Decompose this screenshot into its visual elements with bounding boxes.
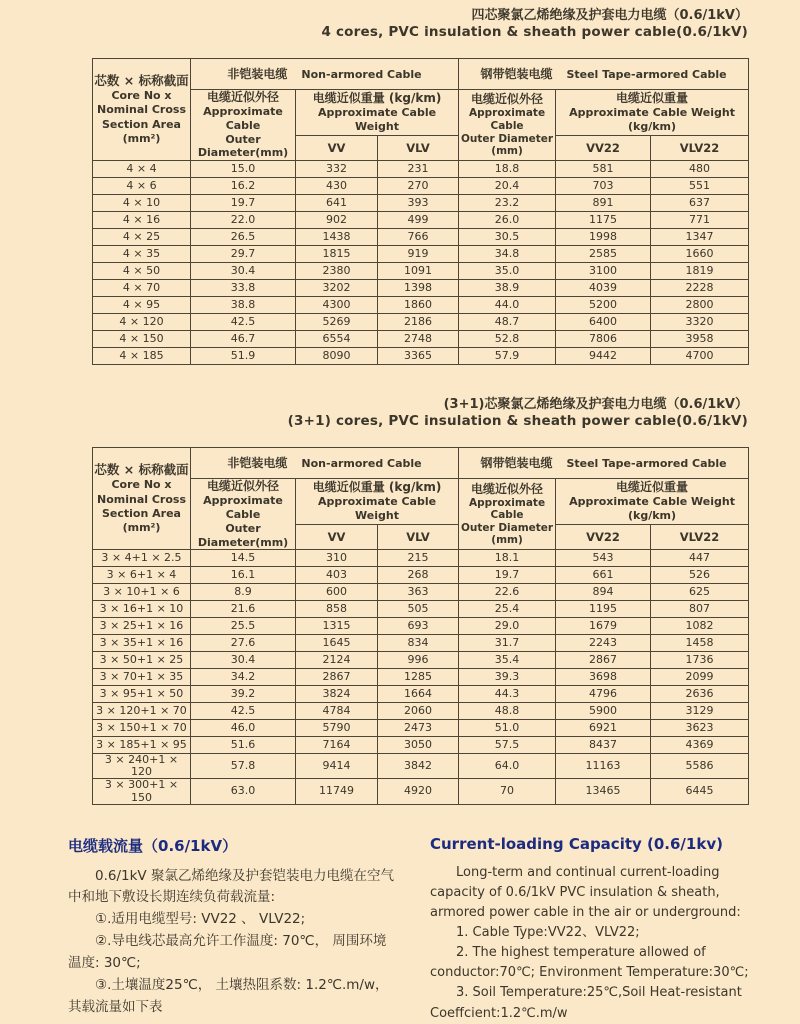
table-cell: 29.0 — [459, 618, 556, 635]
table-cell: 600 — [296, 584, 378, 601]
table-row — [93, 195, 749, 212]
header-core-zh: 芯数 × 标称截面 — [94, 72, 189, 88]
table-row — [93, 669, 749, 686]
table-cell: 39.2 — [191, 686, 296, 703]
header-od-zh: 电缆近似外径 — [206, 479, 279, 494]
header-core-en1: Core No x — [111, 478, 172, 492]
table-cell: 5900 — [556, 703, 651, 720]
table-cell: 19.7 — [459, 567, 556, 584]
table-cell: 2124 — [296, 652, 378, 669]
table-cell: 51.6 — [191, 737, 296, 754]
table-cell: 52.8 — [459, 331, 556, 348]
header-od-zh: 电缆近似外径 — [206, 90, 279, 105]
table-cell: 8090 — [296, 348, 378, 365]
table-cell: 4784 — [296, 703, 378, 720]
table-cell: 1458 — [651, 635, 749, 652]
table-cell: 4 × 4 — [93, 161, 191, 178]
table-cell: 1285 — [378, 669, 459, 686]
header-col-vv: VV — [296, 525, 378, 550]
table-cell: 2473 — [378, 720, 459, 737]
header-col-vv22: VV22 — [556, 135, 651, 160]
table-row — [93, 263, 749, 280]
header-core-en3: Section Area — [102, 117, 181, 131]
table-row — [93, 635, 749, 652]
table-cell: 25.5 — [191, 618, 296, 635]
header-steel-weight-zh: 电缆近似重量 — [616, 480, 689, 495]
header-nonarmored-group — [191, 59, 459, 90]
header-steel-weight — [556, 479, 749, 525]
notes-chinese-para1: 0.6/1kV 聚氯乙烯绝缘及护套铠装电力电缆在空气中和地下敷设长期连续负荷载流量: — [68, 867, 394, 906]
table-cell: 6400 — [556, 314, 651, 331]
table2-title-zh: (3+1)芯聚氯乙烯绝缘及护套电力电缆（0.6/1kV） — [443, 397, 748, 413]
table-cell: 51.9 — [191, 348, 296, 365]
table-cell: 4920 — [378, 779, 459, 804]
table-cell: 3 × 35+1 × 16 — [93, 635, 191, 652]
table-cell: 29.7 — [191, 246, 296, 263]
notes-english-item3: 3. Soil Temperature:25℃,Soil Heat-resistant Coeffcient:1.2℃.m/w — [430, 985, 742, 1021]
table-row — [93, 779, 749, 804]
header-steel-od — [459, 479, 556, 550]
table-cell: 661 — [556, 567, 651, 584]
table-cell: 57.8 — [191, 754, 296, 779]
table-cell: 42.5 — [191, 314, 296, 331]
table-cell: 3824 — [296, 686, 378, 703]
table-row — [93, 652, 749, 669]
table-row — [93, 584, 749, 601]
table-cell: 34.8 — [459, 246, 556, 263]
table-row — [93, 703, 749, 720]
table-cell: 16.2 — [191, 178, 296, 195]
table-cell: 46.7 — [191, 331, 296, 348]
table-cell: 1175 — [556, 212, 651, 229]
table-cell: 2800 — [651, 297, 749, 314]
table-cell: 2585 — [556, 246, 651, 263]
header-steel-zh: 钢带铠装电缆 — [480, 66, 553, 81]
notes-chinese-heading: 电缆载流量（0.6/1kV） — [68, 836, 238, 855]
table-cell: 268 — [378, 567, 459, 584]
table-cell: 8437 — [556, 737, 651, 754]
table-cell: 891 — [556, 195, 651, 212]
table-cell: 505 — [378, 601, 459, 618]
table-cell: 35.4 — [459, 652, 556, 669]
notes-english-heading: Current-loading Capacity (0.6/1kv) — [430, 834, 723, 853]
table-cell: 4 × 70 — [93, 280, 191, 297]
table-row — [93, 720, 749, 737]
table-cell: 3100 — [556, 263, 651, 280]
table-cell: 858 — [296, 601, 378, 618]
table-row — [93, 314, 749, 331]
table-cell: 3698 — [556, 669, 651, 686]
header-nonarmored-en: Non-armored Cable — [301, 67, 422, 81]
table-row — [93, 737, 749, 754]
table-cell: 1736 — [651, 652, 749, 669]
header-steel-group — [459, 448, 749, 479]
table-cell: 1438 — [296, 229, 378, 246]
notes-chinese-item3: ③.土壤温度25℃， 土壤热阻系数: 1.2℃.m/w， 其载流量如下表 — [68, 976, 389, 1015]
table-cell: 393 — [378, 195, 459, 212]
table-cell: 3 × 300+1 × 150 — [93, 779, 191, 804]
header-weight-en: Approximate Cable Weight — [317, 106, 437, 133]
table-cell: 3320 — [651, 314, 749, 331]
table-cell: 4796 — [556, 686, 651, 703]
table-cell: 1819 — [651, 263, 749, 280]
table-cell: 3 × 10+1 × 6 — [93, 584, 191, 601]
table-cell: 3623 — [651, 720, 749, 737]
table-cell: 6921 — [556, 720, 651, 737]
notes-chinese-item1: ①.适用电缆型号: VV22 、 VLV22; — [95, 911, 306, 928]
header-steel-od-en1: Approximate Cable — [468, 496, 546, 522]
header-steel-en: Steel Tape-armored Cable — [566, 456, 727, 470]
table1-title-en: 4 cores, PVC insulation & sheath power cable(0.6/1kV) — [321, 24, 748, 41]
table2-title — [0, 397, 748, 430]
table-cell: 30.5 — [459, 229, 556, 246]
header-col-vlv: VLV — [378, 135, 459, 160]
table-cell: 42.5 — [191, 703, 296, 720]
notes-english-item2: 2. The highest temperature allowed of conductor:70℃; Environment Temperature:30℃; — [430, 945, 749, 981]
table-cell: 403 — [296, 567, 378, 584]
header-col-vlv22: VLV22 — [651, 135, 749, 160]
table-cell: 21.6 — [191, 601, 296, 618]
notes-chinese-item2: ②.导电线芯最高允许工作温度: 70℃， 周围环境温度: 30℃; — [68, 933, 387, 972]
table-cell: 22.0 — [191, 212, 296, 229]
table-row — [93, 280, 749, 297]
table-cell: 1664 — [378, 686, 459, 703]
table-cell: 6445 — [651, 779, 749, 804]
table-cell: 4 × 95 — [93, 297, 191, 314]
header-od-en2: Outer Diameter(mm) — [197, 132, 289, 160]
table-cell: 30.4 — [191, 263, 296, 280]
table-row — [93, 161, 749, 178]
table-cell: 23.2 — [459, 195, 556, 212]
table-row — [93, 601, 749, 618]
header-steel-od — [459, 90, 556, 161]
table-cell: 2867 — [556, 652, 651, 669]
table-cell: 3 × 6+1 × 4 — [93, 567, 191, 584]
table-cell: 31.7 — [459, 635, 556, 652]
header-steel-zh: 钢带铠装电缆 — [480, 455, 553, 470]
table-cell: 3365 — [378, 348, 459, 365]
table-cell: 9442 — [556, 348, 651, 365]
header-steel-en: Steel Tape-armored Cable — [566, 67, 727, 81]
header-col-vlv22: VLV22 — [651, 525, 749, 550]
header-od — [191, 90, 296, 161]
table-cell: 2636 — [651, 686, 749, 703]
table-cell: 1315 — [296, 618, 378, 635]
table-cell: 641 — [296, 195, 378, 212]
table-cell: 7164 — [296, 737, 378, 754]
table-cell: 480 — [651, 161, 749, 178]
table-3plus1core — [92, 447, 749, 804]
table-row — [93, 331, 749, 348]
table-cell: 581 — [556, 161, 651, 178]
table-cell: 3 × 25+1 × 16 — [93, 618, 191, 635]
table-row — [93, 212, 749, 229]
table-cell: 430 — [296, 178, 378, 195]
table-cell: 771 — [651, 212, 749, 229]
table-cell: 4369 — [651, 737, 749, 754]
header-steel-weight-en: Approximate Cable Weight (kg/km) — [569, 495, 735, 523]
table-cell: 26.0 — [459, 212, 556, 229]
notes-section — [0, 835, 800, 1024]
header-steel-od-en2: Outer Diameter — [460, 132, 554, 145]
table-cell: 3129 — [651, 703, 749, 720]
header-nonarmored-zh: 非铠装电缆 — [227, 66, 288, 81]
header-steel-od-en3: (mm) — [491, 145, 523, 158]
header-weight-en: Approximate Cable Weight — [317, 495, 437, 523]
table-cell: 310 — [296, 550, 378, 567]
table-row — [93, 754, 749, 779]
table-cell: 33.8 — [191, 280, 296, 297]
table-cell: 2243 — [556, 635, 651, 652]
table-cell: 1195 — [556, 601, 651, 618]
header-weight-zh: 电缆近似重量 (kg/km) — [312, 91, 442, 106]
table-cell: 270 — [378, 178, 459, 195]
table-cell: 9414 — [296, 754, 378, 779]
table-cell: 693 — [378, 618, 459, 635]
table-cell: 3 × 240+1 × 120 — [93, 754, 191, 779]
table-cell: 57.5 — [459, 737, 556, 754]
header-core-en2: Nominal Cross — [97, 492, 186, 506]
table-row — [93, 686, 749, 703]
table-cell: 1679 — [556, 618, 651, 635]
table-cell: 551 — [651, 178, 749, 195]
table-cell: 3842 — [378, 754, 459, 779]
table-cell: 1998 — [556, 229, 651, 246]
table-cell: 919 — [378, 246, 459, 263]
table-row — [93, 618, 749, 635]
table-cell: 44.0 — [459, 297, 556, 314]
table-cell: 3050 — [378, 737, 459, 754]
header-col-vlv: VLV — [378, 525, 459, 550]
table-3plus1core-body — [93, 550, 749, 804]
table-cell: 20.4 — [459, 178, 556, 195]
table-cell: 34.2 — [191, 669, 296, 686]
table-cell: 1082 — [651, 618, 749, 635]
table1-title-zh: 四芯聚氯乙烯绝缘及护套电力电缆（0.6/1kV） — [471, 8, 748, 23]
table-cell: 332 — [296, 161, 378, 178]
table-row — [93, 297, 749, 314]
header-od-en2: Outer Diameter(mm) — [197, 521, 289, 549]
header-core-en4: (mm²) — [122, 521, 161, 535]
table-row — [93, 246, 749, 263]
table-cell: 2228 — [651, 280, 749, 297]
table-4core-body — [93, 161, 749, 365]
table-row — [93, 229, 749, 246]
table-cell: 2867 — [296, 669, 378, 686]
header-core-section — [93, 59, 191, 161]
table-cell: 11163 — [556, 754, 651, 779]
table-cell: 13465 — [556, 779, 651, 804]
table-cell: 4039 — [556, 280, 651, 297]
table-cell: 18.8 — [459, 161, 556, 178]
notes-chinese — [68, 835, 398, 1024]
header-core-section — [93, 448, 191, 550]
header-steel-od-en3: (mm) — [491, 534, 523, 547]
table-cell: 8.9 — [191, 584, 296, 601]
table-cell: 51.0 — [459, 720, 556, 737]
table-cell: 38.9 — [459, 280, 556, 297]
table-cell: 5790 — [296, 720, 378, 737]
table-cell: 996 — [378, 652, 459, 669]
header-col-vv22: VV22 — [556, 525, 651, 550]
table-cell: 4 × 16 — [93, 212, 191, 229]
header-steel-od-en1: Approximate Cable — [468, 107, 546, 133]
table-cell: 44.3 — [459, 686, 556, 703]
table-cell: 3 × 4+1 × 2.5 — [93, 550, 191, 567]
table-cell: 63.0 — [191, 779, 296, 804]
table-cell: 25.4 — [459, 601, 556, 618]
table-cell: 4 × 50 — [93, 263, 191, 280]
table-cell: 5269 — [296, 314, 378, 331]
table-cell: 2060 — [378, 703, 459, 720]
header-nonarmored-zh: 非铠装电缆 — [227, 455, 288, 470]
table-cell: 18.1 — [459, 550, 556, 567]
table-cell: 48.8 — [459, 703, 556, 720]
table-cell: 215 — [378, 550, 459, 567]
table-cell: 3 × 16+1 × 10 — [93, 601, 191, 618]
table-cell: 3 × 185+1 × 95 — [93, 737, 191, 754]
table-cell: 19.7 — [191, 195, 296, 212]
table-cell: 4 × 10 — [93, 195, 191, 212]
table-cell: 637 — [651, 195, 749, 212]
header-col-vv: VV — [296, 135, 378, 160]
table-row — [93, 178, 749, 195]
table-row — [93, 567, 749, 584]
table-cell: 3 × 70+1 × 35 — [93, 669, 191, 686]
table-cell: 3 × 120+1 × 70 — [93, 703, 191, 720]
table-cell: 3 × 50+1 × 25 — [93, 652, 191, 669]
table2-title-en: (3+1) cores, PVC insulation & sheath power cable(0.6/1kV) — [287, 413, 748, 430]
table-cell: 46.0 — [191, 720, 296, 737]
table-4core — [92, 58, 749, 365]
header-weight — [296, 90, 459, 136]
table-cell: 625 — [651, 584, 749, 601]
table-cell: 1860 — [378, 297, 459, 314]
table-cell: 38.8 — [191, 297, 296, 314]
header-od-en1: Approximate Cable — [203, 105, 283, 132]
table-cell: 5586 — [651, 754, 749, 779]
header-steel-weight — [556, 90, 749, 136]
table-cell: 7806 — [556, 331, 651, 348]
notes-english-item1: 1. Cable Type:VV22、VLV22; — [456, 925, 640, 941]
table-cell: 2380 — [296, 263, 378, 280]
table-cell: 499 — [378, 212, 459, 229]
table-cell: 703 — [556, 178, 651, 195]
table-4core-header — [93, 59, 749, 161]
notes-english — [430, 835, 762, 1024]
table-cell: 1645 — [296, 635, 378, 652]
table-cell: 231 — [378, 161, 459, 178]
header-nonarmored-group — [191, 448, 459, 479]
table-cell: 4300 — [296, 297, 378, 314]
table-cell: 70 — [459, 779, 556, 804]
header-core-en3: Section Area — [102, 506, 181, 520]
table-cell: 2186 — [378, 314, 459, 331]
header-steel-od-zh: 电缆近似外径 — [471, 92, 544, 107]
table-cell: 15.0 — [191, 161, 296, 178]
table-cell: 4 × 120 — [93, 314, 191, 331]
header-core-en4: (mm²) — [122, 132, 161, 146]
table-cell: 1815 — [296, 246, 378, 263]
header-steel-weight-en: Approximate Cable Weight (kg/km) — [569, 106, 735, 133]
table-cell: 363 — [378, 584, 459, 601]
table-cell: 902 — [296, 212, 378, 229]
table-cell: 834 — [378, 635, 459, 652]
table-cell: 35.0 — [459, 263, 556, 280]
table-cell: 1660 — [651, 246, 749, 263]
header-weight-zh: 电缆近似重量 (kg/km) — [312, 480, 442, 495]
table-cell: 4 × 35 — [93, 246, 191, 263]
table-cell: 48.7 — [459, 314, 556, 331]
table-cell: 1398 — [378, 280, 459, 297]
table-row — [93, 348, 749, 365]
table-cell: 11749 — [296, 779, 378, 804]
header-od — [191, 479, 296, 550]
table-cell: 3 × 150+1 × 70 — [93, 720, 191, 737]
header-core-en1: Core No x — [111, 89, 172, 103]
table-cell: 894 — [556, 584, 651, 601]
table-cell: 4 × 6 — [93, 178, 191, 195]
table-cell: 4700 — [651, 348, 749, 365]
table-cell: 1091 — [378, 263, 459, 280]
table-cell: 807 — [651, 601, 749, 618]
header-steel-od-en2: Outer Diameter — [460, 521, 554, 534]
table-cell: 2748 — [378, 331, 459, 348]
table-cell: 3202 — [296, 280, 378, 297]
table-cell: 27.6 — [191, 635, 296, 652]
header-steel-group — [459, 59, 749, 90]
header-steel-weight-zh: 电缆近似重量 — [616, 91, 689, 106]
table-cell: 64.0 — [459, 754, 556, 779]
table-row — [93, 550, 749, 567]
header-od-en1: Approximate Cable — [203, 494, 283, 521]
header-steel-od-zh: 电缆近似外径 — [471, 481, 544, 496]
table-cell: 26.5 — [191, 229, 296, 246]
notes-english-para1: Long-term and continual current-loading capacity of 0.6/1kV PVC insulation & sheath, armored power cable in the air or underground: — [430, 864, 741, 920]
table-cell: 39.3 — [459, 669, 556, 686]
table-cell: 3958 — [651, 331, 749, 348]
table-cell: 2099 — [651, 669, 749, 686]
table-cell: 4 × 25 — [93, 229, 191, 246]
table-cell: 14.5 — [191, 550, 296, 567]
table-cell: 4 × 185 — [93, 348, 191, 365]
table-cell: 30.4 — [191, 652, 296, 669]
table-3plus1core-header — [93, 448, 749, 550]
table1-title — [0, 0, 748, 41]
table-cell: 766 — [378, 229, 459, 246]
table-cell: 16.1 — [191, 567, 296, 584]
table-cell: 1347 — [651, 229, 749, 246]
table-cell: 57.9 — [459, 348, 556, 365]
table-cell: 5200 — [556, 297, 651, 314]
table-cell: 543 — [556, 550, 651, 567]
table-cell: 526 — [651, 567, 749, 584]
header-core-en2: Nominal Cross — [97, 103, 186, 117]
header-nonarmored-en: Non-armored Cable — [301, 456, 422, 470]
table-cell: 447 — [651, 550, 749, 567]
table-cell: 3 × 95+1 × 50 — [93, 686, 191, 703]
header-weight — [296, 479, 459, 525]
header-core-zh: 芯数 × 标称截面 — [94, 462, 189, 478]
table-cell: 6554 — [296, 331, 378, 348]
table-cell: 22.6 — [459, 584, 556, 601]
table-cell: 4 × 150 — [93, 331, 191, 348]
